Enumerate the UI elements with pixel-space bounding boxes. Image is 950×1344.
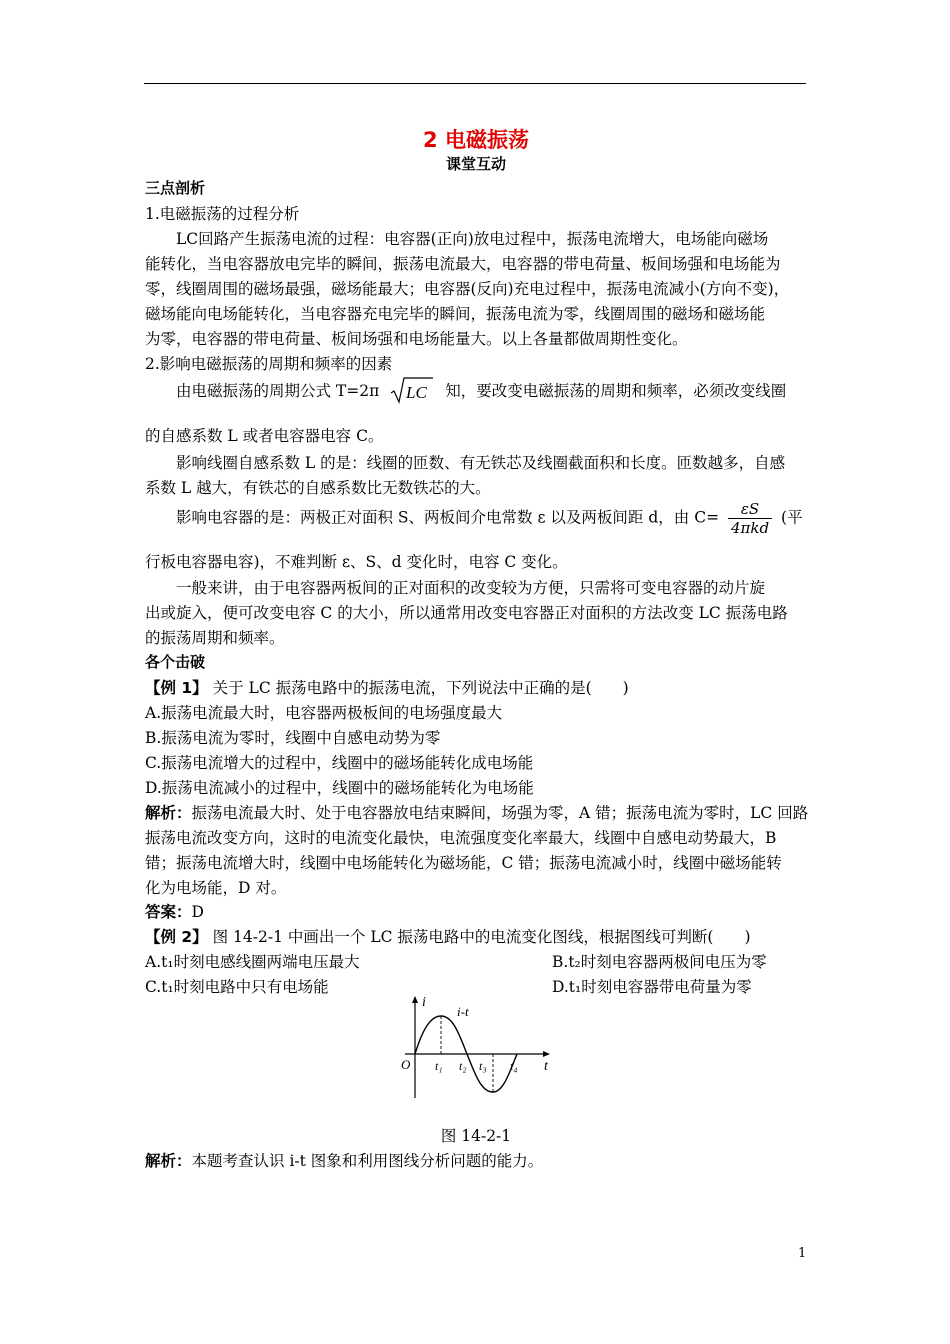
analysis-line: 错；振荡电流增大时，线圈中电场能转化为磁场能，C 错；振荡电流减小时，线圈中磁场能转 <box>145 854 782 872</box>
paragraph-line: 一般来讲，由于电容器两板间的正对面积的改变较为方便，只需将可变电容器的动片旋 <box>176 579 766 597</box>
paragraph-line: 系数 L 越大，有铁芯的自感系数比无数铁芯的大。 <box>145 479 491 497</box>
curve-label: i-t <box>457 1004 469 1019</box>
analysis-line: 化为电场能，D 对。 <box>145 879 287 897</box>
option-b: B.t₂时刻电容器两极间电压为零 <box>552 953 767 971</box>
option-c: C.t₁时刻电路中只有电场能 <box>145 978 329 996</box>
option-b: B.振荡电流为零时，线圈中自感电动势为零 <box>145 729 441 747</box>
capacitance-formula-line <box>176 500 803 537</box>
example-label: 【例 2】 <box>145 928 208 946</box>
paragraph-line: 行板电容器电容)，不难判断 ε、S、d 变化时，电容 C 变化。 <box>145 553 568 571</box>
section-heading-analysis: 三点剖析 <box>145 179 206 197</box>
paragraph-line: 为零，电容器的带电荷量、板间场强和电场能量大。以上各量都做周期性变化。 <box>145 330 688 348</box>
tick-label-t4: t₄ <box>510 1059 518 1073</box>
section-heading-examples: 各个击破 <box>145 653 206 671</box>
x-axis-label: t <box>544 1059 548 1074</box>
option-c: C.振荡电流增大的过程中，线圈中的磁场能转化成电场能 <box>145 754 534 772</box>
subheading-factors: 2.影响电磁振荡的周期和频率的因素 <box>145 355 393 373</box>
paragraph-line: 磁场能向电场能转化，当电容器充电完毕的瞬间，振荡电流为零，线圈周围的磁场和磁场能 <box>145 305 766 323</box>
x-axis-arrow-icon <box>543 1051 550 1057</box>
option-a: A.振荡电流最大时，电容器两极板间的电场强度最大 <box>145 704 503 722</box>
formula-text: 知，要改变电磁振荡的周期和频率，必须改变线圈 <box>445 382 787 400</box>
question-text: 图 14-2-1 中画出一个 LC 振荡电路中的电流变化图线，根据图线可判断( ) <box>207 928 751 946</box>
sqrt-sign-icon <box>390 376 434 404</box>
analysis-label: 解析： <box>145 804 192 822</box>
paragraph-line: 的振荡周期和频率。 <box>145 629 285 647</box>
analysis-line: 振荡电流改变方向，这时的电流变化最快，电流强度变化率最大，线圈中自感电动势最大，B <box>145 829 777 847</box>
analysis-label: 解析： <box>145 1152 192 1170</box>
subheading-process: 1.电磁振荡的过程分析 <box>145 205 300 223</box>
option-d: D.振荡电流减小的过程中，线圈中的磁场能转化为电场能 <box>145 779 534 797</box>
formula-text: 影响电容器的是：两极正对面积 S、两板间介电常数 ε 以及两板间距 d，由 C= <box>176 508 720 527</box>
paragraph-line: 影响线圈自感系数 L 的是：线圈的匝数、有无铁芯及线圈截面积和长度。匝数越多，自感 <box>176 454 786 472</box>
example-2-question <box>145 925 751 947</box>
tick-label-t2: t₂ <box>459 1059 467 1073</box>
paragraph-line: LC回路产生振荡电流的过程：电容器(正向)放电过程中，振荡电流增大，电场能向磁场 <box>176 230 769 248</box>
example-1-question <box>145 676 629 698</box>
formula-text: 由电磁振荡的周期公式 T=2π <box>176 382 380 400</box>
paragraph-line: 的自感系数 L 或者电容器电容 C。 <box>145 427 384 445</box>
paragraph-line: 能转化，当电容器放电完毕的瞬间，振荡电流最大，电容器的带电荷量、板间场强和电场能为 <box>145 255 781 273</box>
sqrt-lc <box>390 376 434 408</box>
fraction-denominator: 4πkd <box>731 519 770 537</box>
formula-text: (平 <box>781 508 803 527</box>
page-subtitle: 课堂互动 <box>445 155 506 173</box>
option-d: D.t₁时刻电容器带电荷量为零 <box>552 978 752 996</box>
period-formula-line <box>176 376 786 408</box>
sqrt-lc-text: LC <box>406 383 428 402</box>
capacitance-fraction <box>728 500 772 537</box>
analysis-text: 振荡电流最大时、处于电容器放电结束瞬间，场强为零，A 错；振荡电流为零时，LC 回路 <box>191 804 809 822</box>
answer-text: D <box>191 903 204 921</box>
tick-label-t1: t₁ <box>435 1059 443 1073</box>
option-a: A.t₁时刻电感线圈两端电压最大 <box>145 953 360 971</box>
i-t-graph <box>395 994 555 1102</box>
figure-i-t-graph <box>395 994 555 1106</box>
analysis-text: 本题考查认识 i-t 图象和利用图线分析问题的能力。 <box>191 1152 544 1170</box>
y-axis-label: i <box>422 995 426 1010</box>
page-number: 1 <box>798 1246 807 1261</box>
example-2-analysis <box>145 1149 543 1171</box>
paragraph-line: 出或旋入，便可改变电容 C 的大小，所以通常用改变电容器正对面积的方法改变 LC 振荡电路 <box>145 604 788 622</box>
y-axis-arrow-icon <box>412 996 418 1003</box>
figure-caption: 图 14-2-1 <box>440 1127 512 1145</box>
header-rule <box>144 83 806 84</box>
tick-label-t3: t₃ <box>479 1059 487 1073</box>
answer-line <box>145 900 204 922</box>
example-label: 【例 1】 <box>145 679 208 697</box>
analysis-line <box>145 801 808 823</box>
origin-label: O <box>401 1057 411 1072</box>
paragraph-line: 零，线圈周围的磁场最强，磁场能最大；电容器(反向)充电过程中，振荡电流减小(方向不变)， <box>145 280 790 298</box>
page-title: 2 电磁振荡 <box>423 128 529 152</box>
fraction-numerator: εS <box>728 500 772 519</box>
question-text: 关于 LC 振荡电路中的振荡电流，下列说法中正确的是( ) <box>207 679 629 697</box>
answer-label: 答案： <box>145 903 192 921</box>
